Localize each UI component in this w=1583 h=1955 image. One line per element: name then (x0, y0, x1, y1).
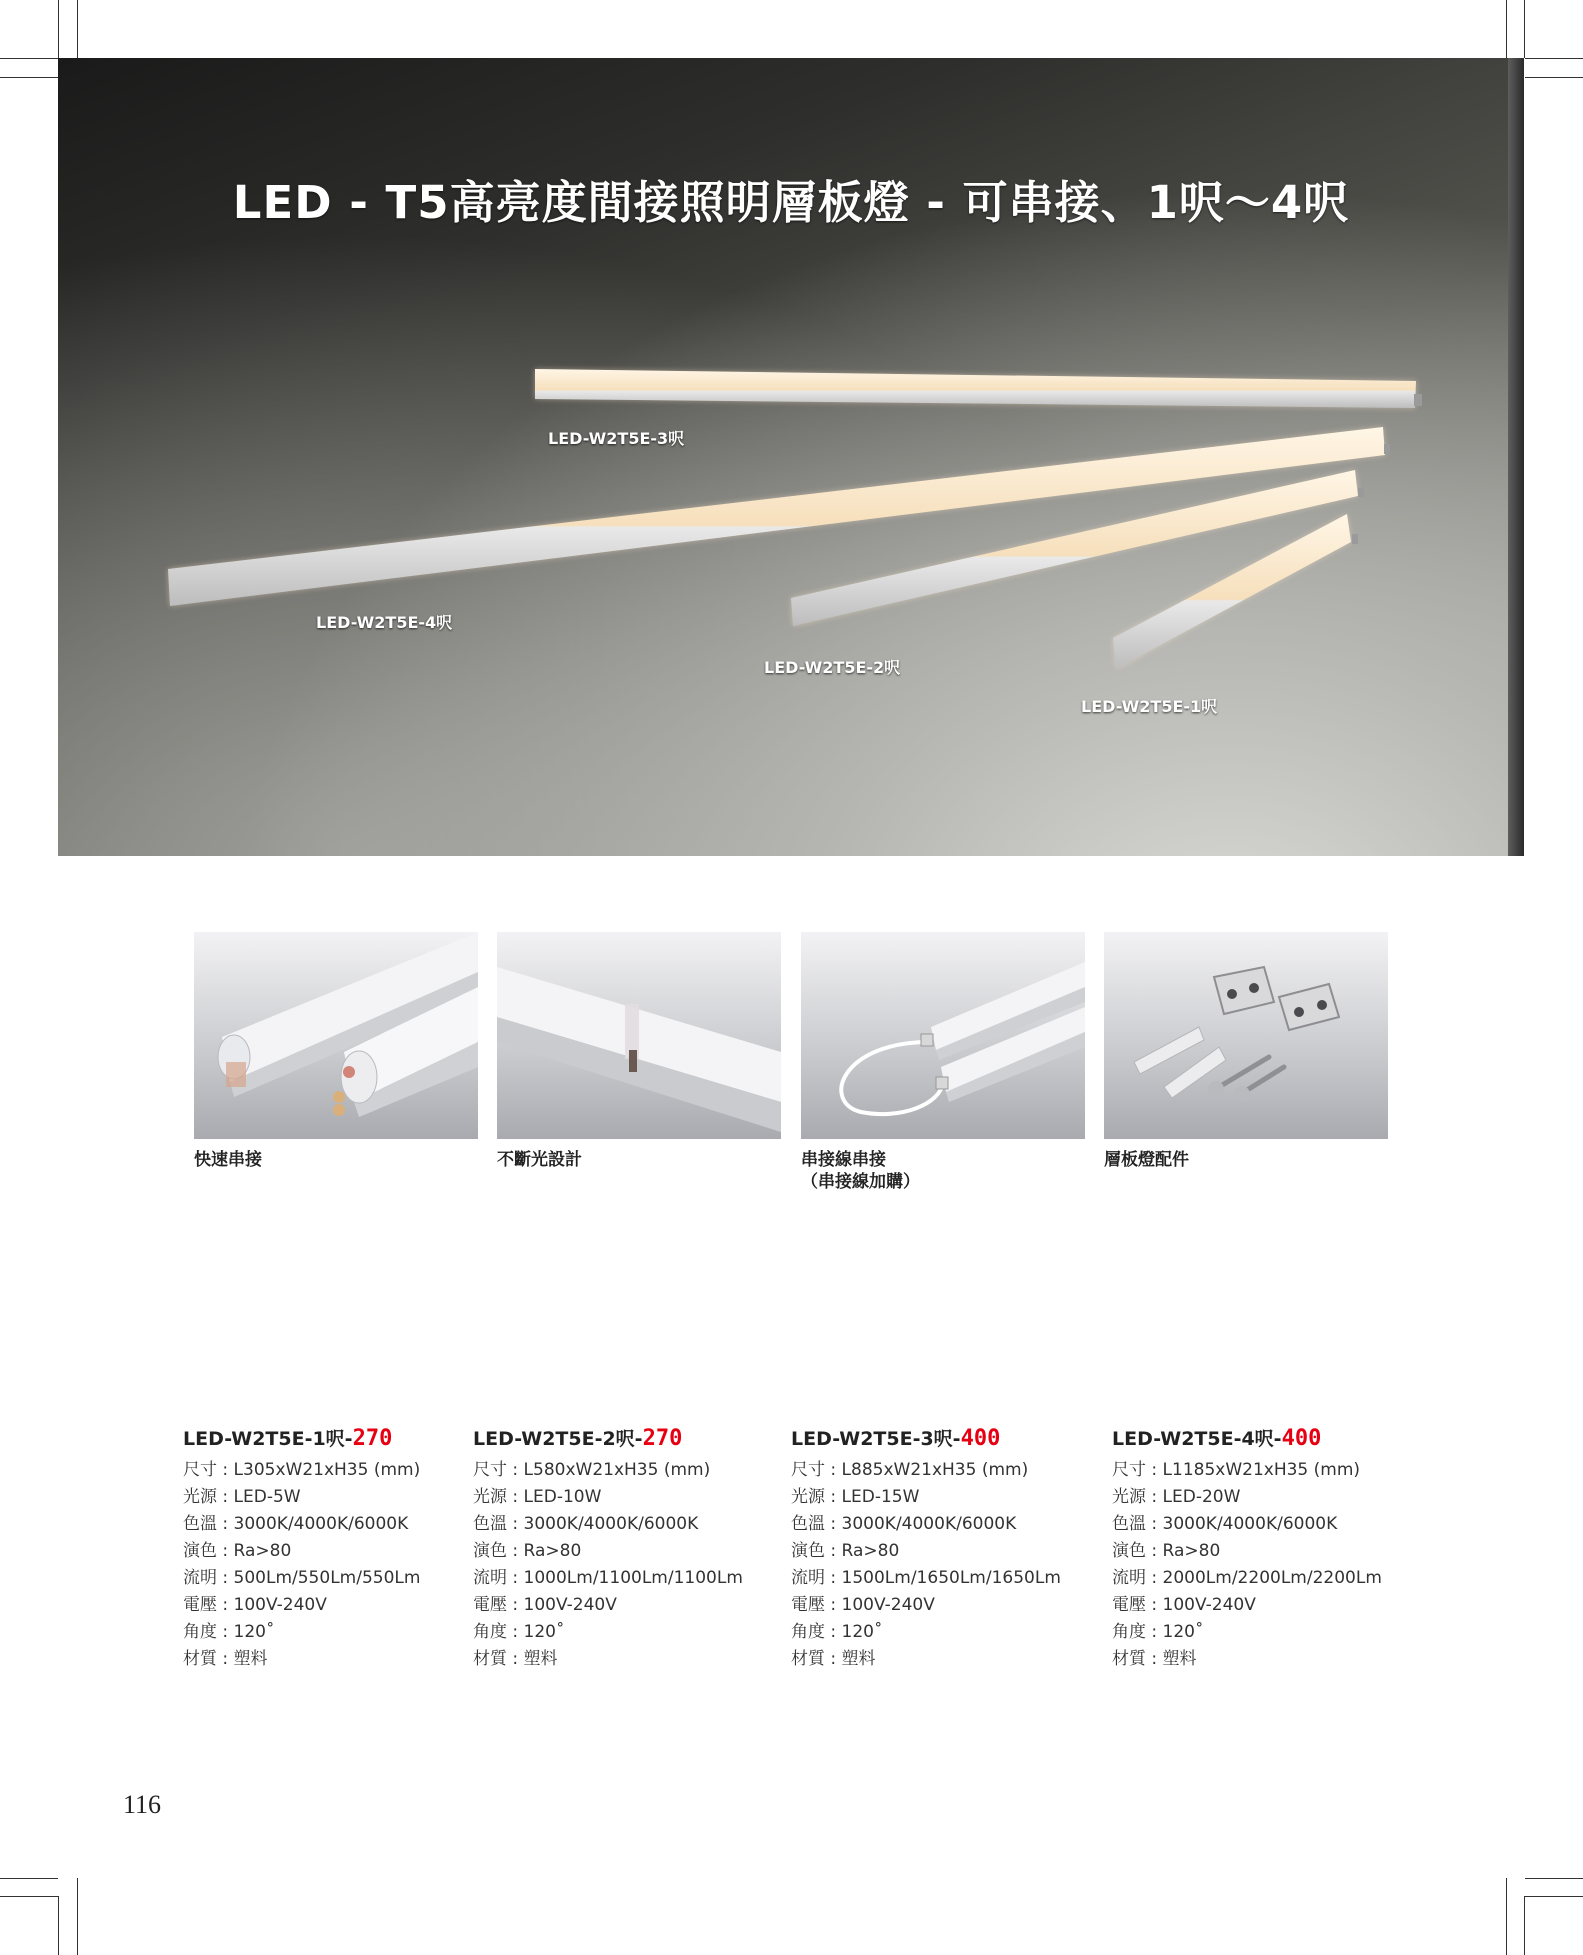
price: 400 (1281, 1426, 1322, 1451)
spec-list (473, 1457, 773, 1673)
spec-header (791, 1424, 1091, 1451)
spec-size: 尺寸 : L305xW21xH35 (mm) (183, 1460, 421, 1480)
model-name: LED-W2T5E-3呎- (791, 1428, 961, 1450)
feature-accessories (1104, 932, 1388, 1171)
model-name: LED-W2T5E-4呎- (1112, 1428, 1282, 1450)
spec-voltage: 電壓 : 100V-240V (1112, 1595, 1256, 1615)
price: 270 (352, 1426, 393, 1451)
spec-header (183, 1424, 483, 1451)
spec-cri: 演色 : Ra>80 (791, 1541, 900, 1561)
spec-size: 尺寸 : L580xW21xH35 (mm) (473, 1460, 711, 1480)
spec-size: 尺寸 : L885xW21xH35 (mm) (791, 1460, 1029, 1480)
spec-material: 材質 : 塑料 (1112, 1649, 1197, 1669)
label-4ft: LED-W2T5E-4呎 (316, 613, 453, 632)
spec-material: 材質 : 塑料 (791, 1649, 876, 1669)
feature-caption: 快速串接 (194, 1150, 262, 1170)
page-title: LED - T5高亮度間接照明層板燈 - 可串接、1呎～4呎 (232, 176, 1350, 229)
price: 270 (642, 1426, 683, 1451)
spec-lumen: 流明 : 2000Lm/2200Lm/2200Lm (1112, 1568, 1382, 1588)
spec-block-2ft (473, 1424, 773, 1673)
spec-block-3ft (791, 1424, 1091, 1673)
feature-photo (497, 932, 781, 1139)
led-tubes-illustration (58, 58, 1524, 856)
spec-angle: 角度 : 120˚ (473, 1622, 565, 1642)
feature-caption-line2: （串接線加購） (801, 1172, 920, 1192)
spec-voltage: 電壓 : 100V-240V (183, 1595, 327, 1615)
page-number: 116 (123, 1790, 162, 1819)
hero-banner (58, 58, 1524, 856)
feature-caption-line1: 串接線串接 (801, 1150, 886, 1170)
feature-seamless-light (497, 932, 781, 1171)
feature-caption: 不斷光設計 (497, 1150, 582, 1170)
spec-cri: 演色 : Ra>80 (1112, 1541, 1221, 1561)
spec-voltage: 電壓 : 100V-240V (791, 1595, 935, 1615)
feature-photo (801, 932, 1085, 1139)
label-1ft: LED-W2T5E-1呎 (1081, 697, 1218, 716)
spec-block-1ft (183, 1424, 483, 1673)
spec-lumen: 流明 : 1500Lm/1650Lm/1650Lm (791, 1568, 1061, 1588)
feature-caption (801, 1149, 1085, 1193)
spec-list (1112, 1457, 1412, 1673)
model-name: LED-W2T5E-1呎- (183, 1428, 353, 1450)
hero-edge-strip (1508, 58, 1524, 856)
spec-angle: 角度 : 120˚ (1112, 1622, 1204, 1642)
spec-light-source: 光源 : LED-10W (473, 1487, 602, 1507)
spec-angle: 角度 : 120˚ (183, 1622, 275, 1642)
spec-size: 尺寸 : L1185xW21xH35 (mm) (1112, 1460, 1361, 1480)
spec-list (791, 1457, 1091, 1673)
spec-list (183, 1457, 483, 1673)
spec-color-temp: 色溫 : 3000K/4000K/6000K (183, 1514, 409, 1534)
spec-light-source: 光源 : LED-15W (791, 1487, 920, 1507)
tube-3ft (535, 369, 1422, 408)
spec-light-source: 光源 : LED-5W (183, 1487, 301, 1507)
spec-color-temp: 色溫 : 3000K/4000K/6000K (473, 1514, 699, 1534)
spec-material: 材質 : 塑料 (183, 1649, 268, 1669)
spec-lumen: 流明 : 500Lm/550Lm/550Lm (183, 1568, 421, 1588)
spec-block-4ft (1112, 1424, 1412, 1673)
feature-quick-connect (194, 932, 478, 1171)
spec-lumen: 流明 : 1000Lm/1100Lm/1100Lm (473, 1568, 743, 1588)
label-2ft: LED-W2T5E-2呎 (764, 658, 901, 677)
spec-light-source: 光源 : LED-20W (1112, 1487, 1241, 1507)
spec-header (1112, 1424, 1412, 1451)
spec-material: 材質 : 塑料 (473, 1649, 558, 1669)
spec-voltage: 電壓 : 100V-240V (473, 1595, 617, 1615)
feature-cable-connect (801, 932, 1085, 1193)
spec-angle: 角度 : 120˚ (791, 1622, 883, 1642)
label-3ft: LED-W2T5E-3呎 (548, 429, 685, 448)
price: 400 (960, 1426, 1001, 1451)
feature-photo (1104, 932, 1388, 1139)
spec-color-temp: 色溫 : 3000K/4000K/6000K (791, 1514, 1017, 1534)
model-name: LED-W2T5E-2呎- (473, 1428, 643, 1450)
feature-caption: 層板燈配件 (1104, 1150, 1189, 1170)
spec-cri: 演色 : Ra>80 (473, 1541, 582, 1561)
feature-photo (194, 932, 478, 1139)
spec-cri: 演色 : Ra>80 (183, 1541, 292, 1561)
spec-header (473, 1424, 773, 1451)
spec-color-temp: 色溫 : 3000K/4000K/6000K (1112, 1514, 1338, 1534)
